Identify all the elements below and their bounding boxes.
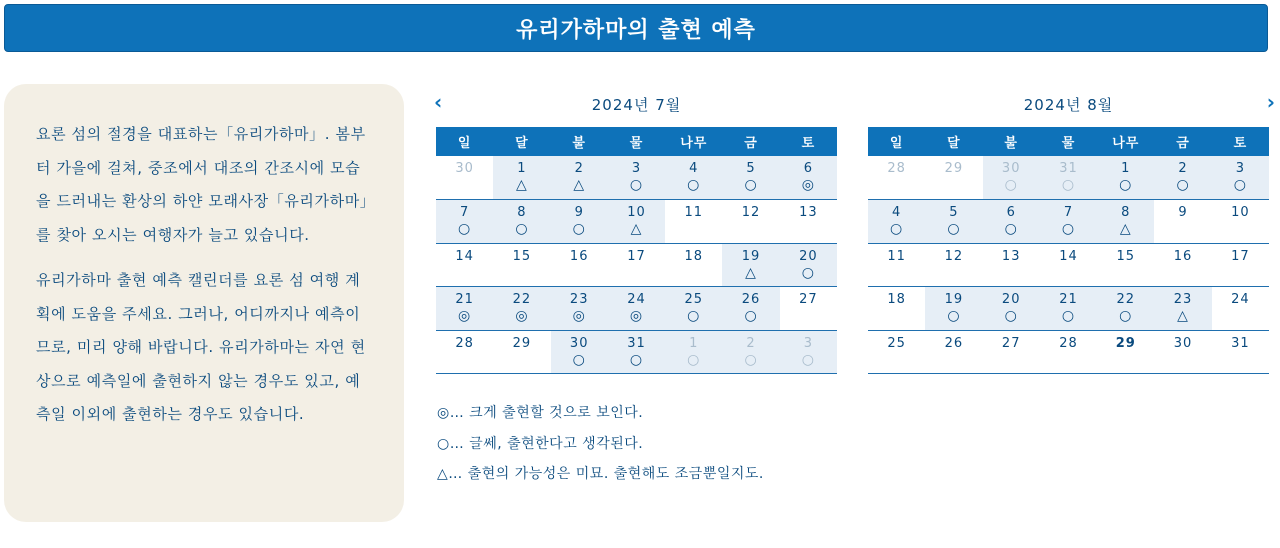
calendar-day-cell[interactable] [868, 156, 925, 200]
calendar-week-row [868, 287, 1269, 331]
next-month-chevron-icon[interactable]: › [1266, 90, 1275, 114]
calendar-day-cell[interactable] [722, 243, 779, 287]
day-number: 15 [1116, 248, 1136, 264]
calendar-day-cell[interactable] [780, 287, 837, 331]
forecast-mark-icon: ◎ [629, 308, 644, 324]
calendar-grid [868, 127, 1269, 374]
day-number: 24 [627, 292, 646, 307]
calendar-day-cell[interactable] [780, 156, 837, 200]
calendar-day-cell[interactable] [436, 287, 493, 331]
calendar-day-cell[interactable] [493, 287, 550, 331]
day-number: 31 [1059, 161, 1078, 176]
day-number: 18 [684, 248, 704, 264]
forecast-mark-icon: ○ [687, 308, 701, 324]
info-paragraph-2: 유리가하마 출현 예측 캘린더를 요론 섬 여행 계획에 도움을 주세요. 그러나, 어디까지나 예측이므로, 미리 양해 바랍니다. 유리가하마는 자연 현상으로 예측일에 출현하지 않는 경우도 있고, 예측일 이외에 출현하는 경우도 있습니다. [36, 271, 366, 423]
day-number: 24 [1231, 292, 1250, 307]
day-number: 13 [1001, 248, 1021, 264]
forecast-mark-icon: △ [630, 221, 643, 237]
day-number: 30 [1173, 335, 1193, 351]
day-number: 31 [1231, 335, 1250, 351]
day-number: 30 [569, 335, 589, 351]
calendar-week-row [436, 243, 837, 287]
day-number: 28 [1059, 335, 1078, 351]
calendar-week-row [868, 243, 1269, 287]
calendar-day-cell[interactable] [551, 330, 608, 374]
calendar-day-cell[interactable] [780, 330, 837, 374]
day-number: 11 [684, 205, 704, 220]
forecast-mark-icon: ○ [629, 351, 644, 368]
day-number: 14 [1059, 248, 1078, 264]
calendar-day-cell[interactable] [665, 287, 722, 331]
calendar-week-row [436, 200, 837, 244]
forecast-mark-icon: ○ [744, 177, 758, 193]
day-number: 14 [455, 248, 474, 264]
day-number: 18 [887, 292, 906, 307]
day-number: 20 [799, 248, 818, 264]
calendar-day-cell[interactable] [1212, 287, 1269, 331]
calendar-day-cell[interactable] [983, 287, 1040, 331]
day-number: 22 [1116, 292, 1136, 307]
legend-item-large: ◎… 크게 출현할 것으로 보인다. [437, 405, 644, 421]
forecast-mark-icon: ○ [1004, 177, 1018, 193]
forecast-mark-icon: ◎ [801, 177, 815, 193]
forecast-mark-icon: ○ [744, 351, 758, 368]
forecast-mark-icon: ○ [572, 351, 586, 368]
day-number: 8 [517, 205, 527, 220]
day-number: 11 [887, 248, 906, 264]
legend [437, 398, 764, 490]
day-number: 1 [689, 335, 699, 351]
forecast-mark-icon: ◎ [572, 308, 586, 324]
day-number: 6 [1006, 205, 1016, 220]
calendar-day-cell[interactable] [1154, 287, 1211, 331]
forecast-mark-icon: △ [1177, 308, 1189, 324]
day-number: 26 [741, 292, 761, 307]
weekday-header: 토 [1212, 127, 1269, 156]
calendar-day-cell[interactable] [436, 156, 493, 200]
day-number: 19 [741, 248, 761, 264]
calendar-title: 2024년 8월 [1023, 96, 1114, 114]
day-number: 1 [1121, 161, 1131, 176]
day-number: 4 [892, 205, 902, 220]
calendar-july [436, 90, 837, 374]
calendar-day-cell[interactable] [1212, 330, 1269, 374]
calendar-day-cell[interactable] [1154, 330, 1211, 374]
calendar-day-cell[interactable] [1212, 243, 1269, 287]
calendar-day-cell[interactable] [1040, 330, 1097, 374]
calendar-week-row [868, 200, 1269, 244]
calendar-day-cell[interactable] [722, 156, 779, 200]
calendar-day-cell[interactable] [551, 156, 608, 200]
day-number: 29 [944, 161, 964, 176]
forecast-mark-icon: ○ [801, 264, 815, 281]
calendar-day-cell[interactable] [983, 200, 1040, 244]
day-number: 22 [512, 292, 532, 307]
calendar-day-cell[interactable] [608, 330, 665, 374]
forecast-mark-icon: △ [516, 177, 528, 193]
calendar-day-cell[interactable] [868, 243, 925, 287]
weekday-header: 일 [436, 127, 493, 156]
forecast-mark-icon: ○ [1233, 177, 1247, 193]
day-number: 6 [803, 161, 813, 176]
calendar-day-cell[interactable] [780, 200, 837, 244]
day-number: 29 [1115, 335, 1136, 351]
day-number: 27 [1001, 335, 1021, 351]
forecast-mark-icon: △ [745, 264, 757, 281]
legend-item-likely: ○… 글쎄, 출현한다고 생각된다. [437, 435, 644, 452]
calendar-day-cell[interactable] [608, 156, 665, 200]
calendar-day-cell[interactable] [1097, 330, 1154, 374]
calendar-day-cell[interactable] [493, 243, 550, 287]
day-number: 27 [799, 292, 818, 307]
weekday-header: 토 [780, 127, 837, 156]
day-number: 15 [512, 248, 532, 264]
calendar-day-cell[interactable] [665, 156, 722, 200]
day-number: 16 [569, 248, 589, 264]
forecast-mark-icon: ○ [1004, 221, 1018, 237]
weekday-header: 불 [551, 127, 608, 156]
day-number: 10 [627, 205, 646, 220]
calendar-day-cell[interactable] [1154, 243, 1211, 287]
calendar-week-row [868, 156, 1269, 200]
day-number: 3 [1235, 161, 1245, 176]
weekday-header: 일 [868, 127, 925, 156]
calendar-week-row [436, 330, 837, 374]
calendar-day-cell[interactable] [608, 287, 665, 331]
calendar-day-cell[interactable] [493, 156, 550, 200]
calendar-day-cell[interactable] [983, 156, 1040, 200]
forecast-mark-icon: ○ [1119, 308, 1133, 324]
day-number: 7 [1063, 205, 1074, 220]
day-number: 7 [460, 205, 470, 220]
forecast-mark-icon: ○ [801, 351, 815, 368]
forecast-mark-icon: △ [573, 177, 586, 193]
weekday-header: 나무 [1097, 127, 1154, 156]
page-title: 유리가하마의 출현 예측 [516, 17, 756, 43]
calendar-title: 2024년 7월 [591, 96, 682, 114]
forecast-mark-icon: ○ [1061, 177, 1076, 193]
calendar-day-cell[interactable] [608, 200, 665, 244]
forecast-mark-icon: ○ [687, 351, 701, 368]
calendar-day-cell[interactable] [1154, 200, 1211, 244]
weekday-header: 금 [722, 127, 779, 156]
day-number: 8 [1121, 205, 1131, 220]
forecast-mark-icon: ○ [687, 177, 701, 193]
forecast-mark-icon: ○ [1004, 308, 1018, 324]
calendar-day-cell[interactable] [925, 330, 982, 374]
calendar-day-cell[interactable] [1097, 156, 1154, 200]
forecast-mark-icon: ○ [515, 221, 529, 237]
forecast-mark-icon: ○ [1176, 177, 1190, 193]
day-number: 28 [455, 335, 474, 351]
calendar-day-cell[interactable] [665, 243, 722, 287]
day-number: 28 [887, 161, 906, 176]
calendar-day-cell[interactable] [1040, 243, 1097, 287]
day-number: 9 [1178, 205, 1188, 220]
calendar-august [868, 90, 1275, 374]
info-paragraph-1: 요론 섬의 절경을 대표하는「유리가하마」. 봄부터 가을에 걸쳐, 중조에서 대조의 간조시에 모습을 드러내는 환상의 하얀 모래사장「유리가하마」를 찾아 오시는 여행자가 늘고 있습니다. [36, 125, 368, 244]
calendar-day-cell[interactable] [1040, 200, 1097, 244]
calendar-day-cell[interactable] [1040, 156, 1097, 200]
calendar-day-cell[interactable] [551, 287, 608, 331]
legend-item-subtle: △… 출현의 가능성은 미묘. 출현해도 조금뿐일지도. [437, 466, 764, 482]
calendar-day-cell[interactable] [1212, 156, 1269, 200]
day-number: 2 [1178, 161, 1188, 176]
calendar-day-cell[interactable] [1097, 287, 1154, 331]
calendar-day-cell[interactable] [1097, 243, 1154, 287]
calendar-day-cell[interactable] [925, 156, 982, 200]
forecast-mark-icon: ○ [744, 308, 758, 324]
day-number: 25 [684, 292, 704, 307]
calendar-day-cell[interactable] [925, 287, 982, 331]
forecast-mark-icon: ◎ [458, 308, 472, 324]
day-number: 9 [574, 205, 584, 220]
calendar-day-cell[interactable] [665, 200, 722, 244]
day-number: 1 [517, 161, 527, 176]
forecast-mark-icon: ○ [572, 221, 586, 237]
weekday-header: 불 [983, 127, 1040, 156]
forecast-mark-icon: ○ [629, 177, 644, 193]
calendar-day-cell[interactable] [925, 243, 982, 287]
calendar-day-cell[interactable] [436, 330, 493, 374]
calendar-day-cell[interactable] [983, 243, 1040, 287]
weekday-header: 나무 [665, 127, 722, 156]
day-number: 21 [1059, 292, 1078, 307]
forecast-mark-icon: ○ [947, 221, 961, 237]
prev-month-chevron-icon[interactable]: ‹ [434, 90, 443, 114]
day-number: 2 [574, 161, 584, 176]
forecast-mark-icon: ○ [1061, 308, 1076, 324]
calendar-day-cell[interactable] [436, 243, 493, 287]
calendar-day-cell[interactable] [925, 200, 982, 244]
weekday-header: 물 [1040, 127, 1097, 156]
forecast-mark-icon: ○ [1119, 177, 1133, 193]
forecast-mark-icon: ○ [458, 221, 472, 237]
day-number: 20 [1001, 292, 1021, 307]
forecast-mark-icon: ◎ [515, 308, 529, 324]
day-number: 30 [455, 161, 474, 176]
day-number: 16 [1173, 248, 1193, 264]
calendar-week-row [868, 330, 1269, 374]
day-number: 13 [799, 205, 818, 220]
day-number: 31 [627, 335, 646, 351]
forecast-mark-icon: ○ [1061, 221, 1076, 237]
day-number: 3 [631, 161, 642, 176]
day-number: 19 [944, 292, 964, 307]
weekday-header: 달 [925, 127, 982, 156]
calendar-day-cell[interactable] [868, 200, 925, 244]
day-number: 5 [746, 161, 756, 176]
calendar-day-cell[interactable] [493, 200, 550, 244]
calendar-day-cell[interactable] [608, 243, 665, 287]
calendar-day-cell[interactable] [722, 330, 779, 374]
calendar-week-row [436, 287, 837, 331]
day-number: 23 [1173, 292, 1193, 307]
day-number: 17 [627, 248, 646, 264]
day-number: 5 [949, 205, 959, 220]
day-number: 21 [455, 292, 474, 307]
info-panel [4, 84, 404, 522]
forecast-mark-icon: △ [1119, 221, 1132, 237]
calendar-day-cell[interactable] [1097, 200, 1154, 244]
calendar-day-cell[interactable] [722, 200, 779, 244]
calendar-day-cell[interactable] [983, 330, 1040, 374]
weekday-header: 달 [493, 127, 550, 156]
day-number: 2 [746, 335, 756, 351]
calendar-day-cell[interactable] [551, 200, 608, 244]
calendar-day-cell[interactable] [780, 243, 837, 287]
day-number: 26 [944, 335, 964, 351]
day-number: 4 [689, 161, 699, 176]
page-header [4, 4, 1268, 52]
forecast-mark-icon: ○ [890, 221, 904, 237]
day-number: 29 [512, 335, 532, 351]
day-number: 23 [569, 292, 589, 307]
calendar-week-row [436, 156, 837, 200]
calendar-day-cell[interactable] [868, 287, 925, 331]
calendar-day-cell[interactable] [1040, 287, 1097, 331]
day-number: 12 [944, 248, 964, 264]
calendar-day-cell[interactable] [551, 243, 608, 287]
calendar-day-cell[interactable] [868, 330, 925, 374]
calendar-day-cell[interactable] [436, 200, 493, 244]
day-number: 10 [1231, 205, 1250, 220]
forecast-mark-icon: ○ [947, 308, 961, 324]
day-number: 17 [1231, 248, 1250, 264]
day-number: 25 [887, 335, 906, 351]
day-number: 3 [803, 335, 813, 351]
day-number: 30 [1001, 161, 1021, 176]
calendar-day-cell[interactable] [1154, 156, 1211, 200]
weekday-header: 물 [608, 127, 665, 156]
calendar-day-cell[interactable] [665, 330, 722, 374]
calendar-day-cell[interactable] [493, 330, 550, 374]
calendar-day-cell[interactable] [1212, 200, 1269, 244]
calendar-grid [436, 127, 837, 374]
calendar-day-cell[interactable] [722, 287, 779, 331]
weekday-header: 금 [1154, 127, 1211, 156]
day-number: 12 [741, 205, 761, 220]
